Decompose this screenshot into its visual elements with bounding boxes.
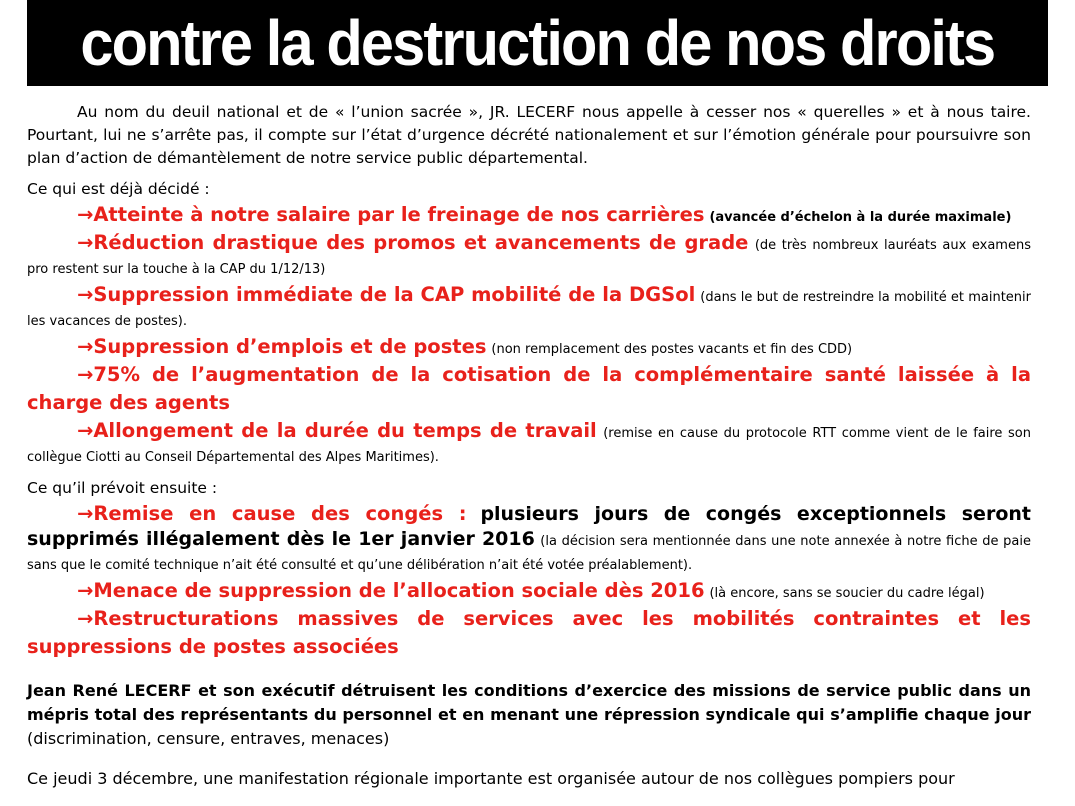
cutoff-paragraph: Ce jeudi 3 décembre, une manifestation régionale importante est organisée autour de nos collègues pompiers pour (27, 769, 955, 788)
item-note: (avancée d’échelon à la durée maximale) (709, 210, 1012, 225)
item-title: Menace de suppression de l’allocation sociale dès 2016 (93, 579, 705, 602)
arrow-icon: → (77, 203, 94, 226)
arrow-icon: → (77, 607, 94, 630)
planned-item (27, 605, 1031, 661)
conclusion-normal: (discrimination, censure, entraves, menaces) (27, 729, 390, 748)
item-title: Allongement de la durée du temps de travail (93, 419, 597, 442)
arrow-icon: → (77, 502, 94, 525)
decided-item (27, 229, 1031, 281)
document-body (27, 101, 1031, 790)
intro-paragraph: Au nom du deuil national et de « l’union sacrée », JR. LECERF nous appelle à cesser nos « querelles » et à nous taire. Pourtant, lui ne s’arrête pas, il compte sur l’état d’urgence décrété nationalement et sur l’émotion générale pour poursuivre son plan d’action de démantèlement de notre service public départemental. (27, 103, 1031, 167)
item-note: (de très nombreux lauréats aux examens pro restent sur la touche à la CAP du 1/12/13) (27, 238, 1031, 277)
item-note: (dans le but de restreindre la mobilité et maintenir les vacances de postes). (27, 290, 1032, 329)
item-note: (remise en cause du protocole RTT comme vient de le faire son collègue Ciotti au Conseil Départemental des Alpes Maritimes). (27, 426, 1032, 465)
item-note: (la décision sera mentionnée dans une note annexée à notre fiche de paie sans que le comité technique n’ait été consulté et qu’une délibération n’ait été votée préalablement). (27, 534, 1031, 573)
item-title: Réduction drastique des promos et avancements de grade (93, 231, 749, 254)
arrow-icon: → (77, 335, 94, 358)
decided-item (27, 333, 1031, 361)
arrow-icon: → (77, 363, 94, 386)
decided-item (27, 361, 1031, 417)
planned-item (27, 500, 1031, 577)
item-note: (là encore, sans se soucier du cadre légal) (709, 586, 985, 601)
conclusion-paragraph (27, 679, 1031, 751)
title-banner (27, 0, 1048, 86)
item-title: Remise en cause des congés : (93, 502, 467, 525)
arrow-icon: → (77, 419, 94, 442)
decided-heading: Ce qui est déjà décidé : (27, 180, 210, 198)
decided-item (27, 201, 1031, 229)
conclusion-bold: Jean René LECERF et son exécutif détruisent les conditions d’exercice des missions de service public dans un mépris total des représentants du personnel et en menant une répression syndicale qui s’amplifie chaque jour (27, 681, 1031, 724)
item-title: Restructurations massives de services avec les mobilités contraintes et les suppressions de postes associées (27, 607, 1031, 658)
arrow-icon: → (77, 283, 94, 306)
item-bold: plusieurs jours de congés exceptionnels seront supprimés illégalement dès le 1er janvier 2016 (27, 503, 1031, 550)
item-title: Suppression d’emplois et de postes (93, 335, 487, 358)
planned-heading: Ce qu’il prévoit ensuite : (27, 479, 218, 497)
decided-item (27, 417, 1031, 469)
arrow-icon: → (77, 231, 94, 254)
planned-item (27, 577, 1031, 605)
item-note: (non remplacement des postes vacants et fin des CDD) (491, 342, 853, 357)
decided-item (27, 281, 1031, 333)
item-title: Atteinte à notre salaire par le freinage de nos carrières (93, 203, 705, 226)
item-title: 75% de l’augmentation de la cotisation de la complémentaire santé laissée à la charge des agents (27, 363, 1031, 414)
arrow-icon: → (77, 579, 94, 602)
item-title: Suppression immédiate de la CAP mobilité de la DGSol (93, 283, 696, 306)
banner-title: contre la destruction de nos droits (80, 7, 995, 79)
